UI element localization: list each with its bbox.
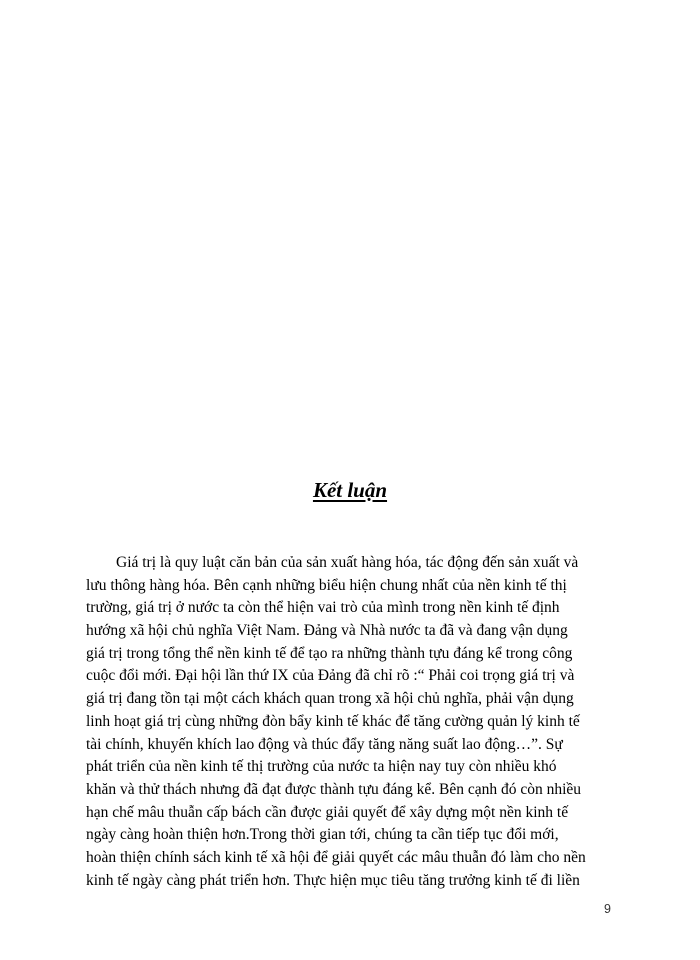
paragraph-line: cuộc đổi mới. Đại hội lần thứ IX của Đảng đã chỉ rõ :“ Phải coi trọng giá trị và — [86, 667, 575, 685]
paragraph-line: hướng xã hội chủ nghĩa Việt Nam. Đảng và Nhà nước ta đã và đang vận dụng — [86, 622, 568, 640]
paragraph-line: giá trị đang tồn tại một cách khách quan trong xã hội chủ nghĩa, phải vận dụng — [86, 690, 574, 708]
paragraph-line: trường, giá trị ở nước ta còn thể hiện vai trò của mình trong nền kinh tế định — [86, 599, 560, 617]
paragraph-line: linh hoạt giá trị cùng những đòn bẩy kinh tế khác để tăng cường quản lý kinh tế — [86, 712, 580, 730]
paragraph-line: khăn và thử thách nhưng đã đạt được thành tựu đáng kể. Bên cạnh đó còn nhiều — [86, 780, 582, 798]
paragraph-line: lưu thông hàng hóa. Bên cạnh những biểu hiện chung nhất của nền kinh tế thị — [86, 576, 567, 594]
paragraph-line: kinh tế ngày càng phát triển hơn. Thực hiện mục tiêu tăng trưởng kinh tế đi liền — [86, 871, 580, 889]
paragraph-line: phát triển của nền kinh tế thị trường của nước ta hiện nay tuy còn nhiều khó — [86, 758, 557, 776]
paragraph-line: ngày càng hoàn thiện hơn.Trong thời gian tới, chúng ta cần tiếp tục đổi mới, — [86, 826, 559, 844]
body-paragraph — [86, 552, 622, 892]
paragraph-line: tài chính, khuyến khích lao động và thúc đẩy tăng năng suất lao động…”. Sự — [86, 735, 563, 753]
section-heading: Kết luận — [312, 478, 388, 502]
paragraph-line: giá trị trong tổng thể nền kinh tế để tạo ra những thành tựu đáng kể trong công — [86, 644, 573, 662]
paragraph-line: hạn chế mâu thuẫn cấp bách cần được giải quyết để xây dựng một nền kinh tế — [86, 803, 569, 821]
page-number: 9 — [604, 902, 611, 916]
paragraph-line: Giá trị là quy luật căn bản của sản xuất hàng hóa, tác động đến sản xuất và — [116, 554, 579, 571]
paragraph-line: hoàn thiện chính sách kinh tế xã hội để giải quyết các mâu thuẫn đó làm cho nền — [86, 848, 586, 866]
